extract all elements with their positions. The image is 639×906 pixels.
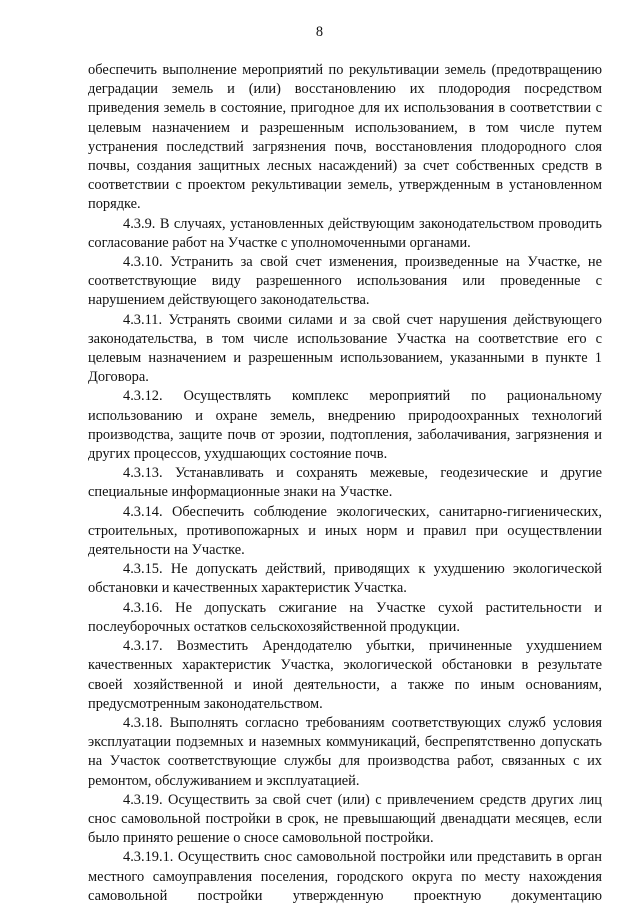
paragraph-4-3-19: 4.3.19. Осуществить за свой счет (или) с привлечением средств других лиц снос самовольной постройки в срок, не превышающий двенадцати месяцев, если было принято решение о сносе самовольной постройки. <box>88 791 602 847</box>
paragraph-4-3-18: 4.3.18. Выполнять согласно требованиям соответствующих служб условия эксплуатации подземных и наземных коммуникаций, беспрепятственно допускать на Участок соответствующие службы для производства работ, связанных с их ремонтом, обслуживанием и эксплуатацией. <box>88 714 602 789</box>
paragraph-4-3-13: 4.3.13. Устанавливать и сохранять межевые, геодезические и другие специальные информационные знаки на Участке. <box>88 465 602 501</box>
paragraph-4-3-14: 4.3.14. Обеспечить соблюдение экологических, санитарно-гигиенических, строительных, противопожарных и иных норм и правил при осуществлении деятельности на Участке. <box>88 503 602 559</box>
paragraph-4-3-16: 4.3.16. Не допускать сжигание на Участке сухой растительности и послеуборочных остатков сельскохозяйственной продукции. <box>88 599 602 635</box>
paragraph-4-3-11: 4.3.11. Устранять своими силами и за свой счет нарушения действующего законодательства, в том числе использование Участка на соответствие его с целевым назначением и разрешенным использованием, указанными в пункте 1 Договора. <box>88 311 602 386</box>
paragraph-4-3-9: 4.3.9. В случаях, установленных действующим законодательством проводить согласование работ на Участке с уполномоченными органами. <box>88 215 602 251</box>
paragraph-4-3-12: 4.3.12. Осуществлять комплекс мероприятий по рациональному использованию и охране земель, внедрению природоохранных технологий производства, защите почв от эрозии, подтопления, заболачивания, загрязнения и других процессов, ухудшающих состояние почв. <box>88 388 602 463</box>
paragraph-continuation: обеспечить выполнение мероприятий по рекультивации земель (предотвращению деградации земель и (или) восстановлению их плодородия посредством приведения земель в состояние, пригодное для их использования в соответствии с целевым назначением и разрешенным использованием, в том числе путем устранения последствий загрязнения почв, восстановления плодородного слоя почвы, создания защитных лесных насаждений) за счет собственных средств в соответствии с проектом рекультивации земель, утвержденным в установленном порядке. <box>88 62 602 213</box>
document-body <box>88 61 602 906</box>
page-number: 8 <box>315 24 324 40</box>
paragraph-4-3-10: 4.3.10. Устранить за свой счет изменения, произведенные на Участке, не соответствующие виду разрешенного использования или проведенные с нарушением действующего законодательства. <box>88 254 602 309</box>
paragraph-4-3-19-1: 4.3.19.1. Осуществить снос самовольной постройки или представить в орган местного самоуправления поселения, городского округа по месту нахождения самовольной постройки утвержденную проектную документацию <box>88 849 602 904</box>
paragraph-4-3-15: 4.3.15. Не допускать действий, приводящих к ухудшению экологической обстановки и качественных характеристик Участка. <box>88 561 602 597</box>
paragraph-4-3-17: 4.3.17. Возместить Арендодателю убытки, причиненные ухудшением качественных характеристик Участка, экологической обстановки в результате своей хозяйственной и иной деятельности, а также по иным основаниям, предусмотренным законодательством. <box>88 638 602 712</box>
